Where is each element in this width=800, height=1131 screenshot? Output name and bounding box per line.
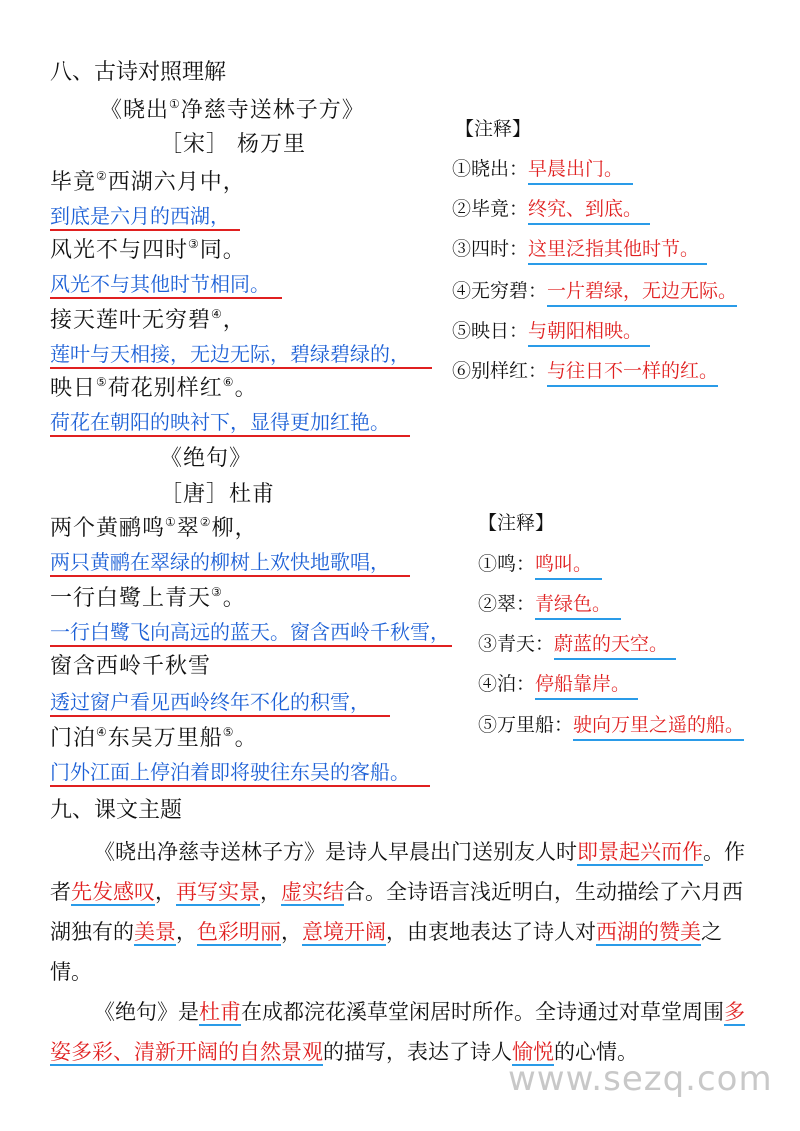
note2-item-3: ③青天：蔚蓝的天空。 bbox=[478, 635, 676, 654]
poem1-translation-3: 莲叶与天相接，无边无际，碧绿碧绿的， bbox=[50, 344, 432, 369]
note2-item-4: ④泊：停船靠岸。 bbox=[478, 675, 638, 694]
poem2-author: ［唐］杜甫 bbox=[160, 482, 276, 507]
poem1-line-1: 毕竟②西湖六月中， bbox=[50, 169, 246, 195]
poem1-translation-2: 风光不与其他时节相同。 bbox=[50, 274, 282, 299]
notes2-label: 【注释】 bbox=[478, 512, 555, 534]
note1-item-2: ②毕竟：终究、到底。 bbox=[452, 200, 650, 219]
note1-item-5: ⑤映日：与朝阳相映。 bbox=[452, 322, 650, 341]
note2-item-2: ②翠：青绿色。 bbox=[478, 595, 621, 614]
note2-item-1: ①鸣：鸣叫。 bbox=[478, 555, 602, 574]
poem1-title: 《晓出①净慈寺送林子方》 bbox=[100, 97, 365, 123]
poem1-translation-4: 荷花在朝阳的映衬下，显得更加红艳。 bbox=[50, 412, 410, 437]
note1-item-4: ④无穷碧：一片碧绿，无边无际。 bbox=[452, 282, 737, 301]
poem2-line-4: 门泊④东吴万里船⑤。 bbox=[50, 725, 258, 751]
poem2-title: 《绝句》 bbox=[160, 446, 253, 471]
poem2-line-3: 窗含西岭千秋雪 bbox=[50, 654, 212, 679]
poem1-translation-1: 到底是六月的西湖， bbox=[50, 206, 240, 231]
poem1-author: ［宋］ 杨万里 bbox=[160, 132, 306, 157]
theme-paragraph-1: 《晓出净慈寺送林子方》是诗人早晨出门送别友人时即景起兴而作。作者先发感叹，再写实景，虚实结合。全诗语言浅近明白，生动描绘了六月西湖独有的美景，色彩明丽，意境开阔，由衷地表达了诗人对西湖的赞美之情。 bbox=[50, 840, 745, 984]
note2-item-5: ⑤万里船：驶向万里之遥的船。 bbox=[478, 716, 744, 735]
note1-item-3: ③四时：这里泛指其他时节。 bbox=[452, 240, 707, 259]
poem2-translation-4: 门外江面上停泊着即将驶往东吴的客船。 bbox=[50, 762, 430, 787]
poem1-line-2: 风光不与四时③同。 bbox=[50, 237, 246, 263]
poem2-line-2: 一行白鹭上青天③。 bbox=[50, 585, 246, 611]
note1-item-1: ①晓出：早晨出门。 bbox=[452, 160, 633, 179]
poem1-line-4: 映日⑤荷花别样红⑥。 bbox=[50, 375, 258, 401]
poem1-line-3: 接天莲叶无穷碧④， bbox=[50, 307, 246, 333]
theme-paragraph-2: 《绝句》是杜甫在成都浣花溪草堂闲居时所作。全诗通过对草堂周围多姿多彩、清新开阔的自然景观的描写，表达了诗人愉悦的心情。 bbox=[50, 1000, 745, 1064]
poem2-line-1: 两个黄鹂鸣①翠②柳， bbox=[50, 515, 258, 541]
section-9-heading: 九、课文主题 bbox=[50, 798, 183, 823]
watermark: www.sezq.com bbox=[508, 1059, 773, 1099]
section-8-heading: 八、古诗对照理解 bbox=[50, 60, 227, 85]
notes1-label: 【注释】 bbox=[455, 118, 532, 140]
poem2-translation-1: 两只黄鹂在翠绿的柳树上欢快地歌唱， bbox=[50, 552, 410, 577]
note1-item-6: ⑥别样红：与往日不一样的红。 bbox=[452, 362, 718, 381]
poem2-translation-2: 一行白鹭飞向高远的蓝天。窗含西岭千秋雪， bbox=[50, 622, 452, 647]
poem2-translation-3: 透过窗户看见西岭终年不化的积雪， bbox=[50, 692, 390, 717]
